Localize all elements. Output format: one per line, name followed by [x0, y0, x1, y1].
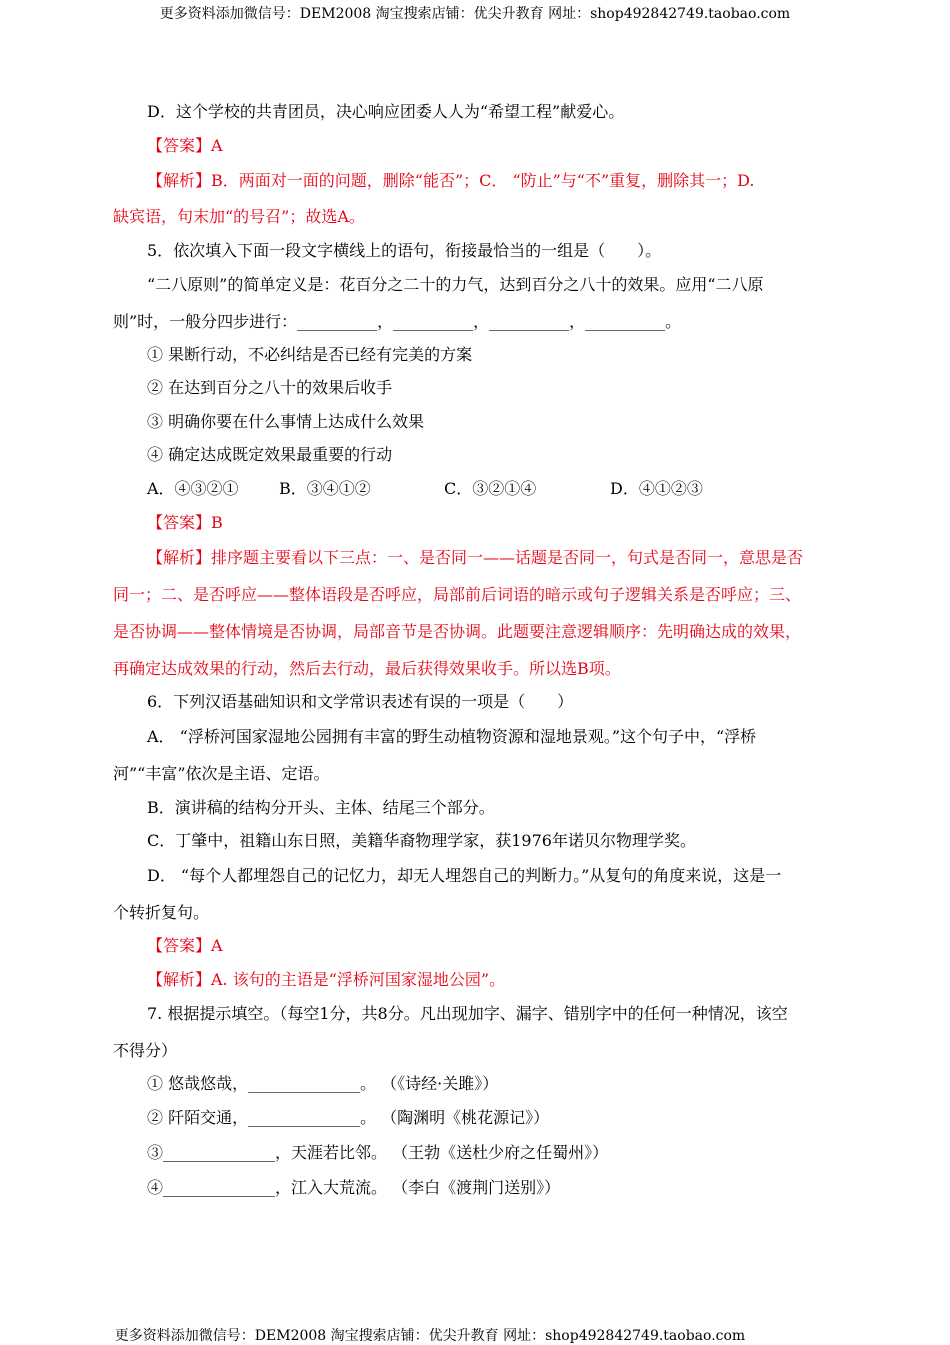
q7-blank-4: ④______________，江入大荒流。 （李白《渡荆门送别》） [147, 1178, 561, 1197]
q6-analysis: 【解析】A. 该句的主语是“浮桥河国家湿地公园”。 [147, 970, 506, 989]
q5-item-3: ③ 明确你要在什么事情上达成什么效果 [147, 412, 425, 431]
q6-option-c: C．丁肇中，祖籍山东日照，美籍华裔物理学家，获1976年诺贝尔物理学奖。 [147, 831, 696, 850]
q5-item-4: ④ 确定达成既定效果最重要的行动 [147, 445, 393, 464]
q5-option-b: B．③④①② [279, 479, 371, 498]
q5-passage-line1: “二八原则”的简单定义是：花百分之二十的力气，达到百分之八十的效果。应用“二八原 [147, 275, 764, 294]
q5-item-2: ② 在达到百分之八十的效果后收手 [147, 378, 393, 397]
q5-option-d: D．④①②③ [610, 479, 703, 498]
q4-answer: 【答案】A [147, 136, 223, 155]
q7-blank-1: ① 悠哉悠哉，______________。 （《诗经·关雎》） [147, 1074, 499, 1093]
q5-analysis-line4: 再确定达成效果的行动，然后去行动，最后获得效果收手。所以选B项。 [113, 659, 621, 678]
q6-option-a-line1: A． “浮桥河国家湿地公园拥有丰富的野生动植物资源和湿地景观。”这个句子中，“浮桥 [147, 727, 757, 746]
q4-analysis-line1: 【解析】B．两面对一面的问题，删除“能否”；C． “防止”与“不”重复，删除其一；D. [147, 171, 755, 190]
q4-analysis-line2: 缺宾语，句末加“的号召”；故选A。 [113, 207, 365, 226]
q5-answer: 【答案】B [147, 513, 223, 532]
q7-stem-line2: 不得分） [113, 1041, 178, 1060]
q6-stem: 6．下列汉语基础知识和文学常识表述有误的一项是（ ） [147, 692, 574, 711]
q6-option-a-line2: 河”“丰富”依次是主语、定语。 [113, 764, 330, 783]
q5-options-row [147, 479, 747, 499]
q6-option-d-line2: 个转折复句。 [113, 903, 210, 922]
page-header: 更多资料添加微信号：DEM2008 淘宝搜索店铺：优尖升教育 网址：shop492842749.taobao.com [159, 6, 791, 22]
q5-item-1: ① 果断行动，不必纠结是否已经有完美的方案 [147, 345, 473, 364]
q7-stem-line1: 7. 根据提示填空。（每空1分，共8分。凡出现加字、漏字、错别字中的任何一种情况，该空 [147, 1004, 788, 1023]
page-footer: 更多资料添加微信号：DEM2008 淘宝搜索店铺：优尖升教育 网址：shop492842749.taobao.com [114, 1328, 746, 1344]
q7-blank-2: ② 阡陌交通，______________。 （陶渊明《桃花源记》） [147, 1108, 550, 1127]
q6-answer: 【答案】A [147, 936, 223, 955]
q6-option-b: B．演讲稿的结构分开头、主体、结尾三个部分。 [147, 798, 495, 817]
q5-analysis-line1: 【解析】排序题主要看以下三点：一、是否同一——话题是否同一，句式是否同一，意思是否 [147, 548, 804, 567]
q5-analysis-line2: 同一；二、是否呼应——整体语段是否呼应，局部前后词语的暗示或句子逻辑关系是否呼应；三、 [113, 585, 802, 604]
q4-option-d: D．这个学校的共青团员，决心响应团委人人为“希望工程”献爱心。 [147, 102, 625, 121]
q5-stem: 5．依次填入下面一段文字横线上的语句，衔接最恰当的一组是（ ）。 [147, 241, 662, 260]
q5-passage-line2: 则”时，一般分四步进行：__________，__________，__________，__________。 [113, 312, 682, 331]
q5-analysis-line3: 是否协调——整体情境是否协调，局部音节是否协调。此题要注意逻辑顺序：先明确达成的效果， [113, 622, 802, 641]
q6-option-d-line1: D． “每个人都埋怨自己的记忆力，却无人埋怨自己的判断力。”从复句的角度来说，这是一 [147, 866, 782, 885]
q5-option-a: A．④③②① [147, 479, 239, 498]
q5-option-c: C．③②①④ [444, 479, 537, 498]
q7-blank-3: ③______________，天涯若比邻。 （王勃《送杜少府之任蜀州》） [147, 1143, 609, 1162]
